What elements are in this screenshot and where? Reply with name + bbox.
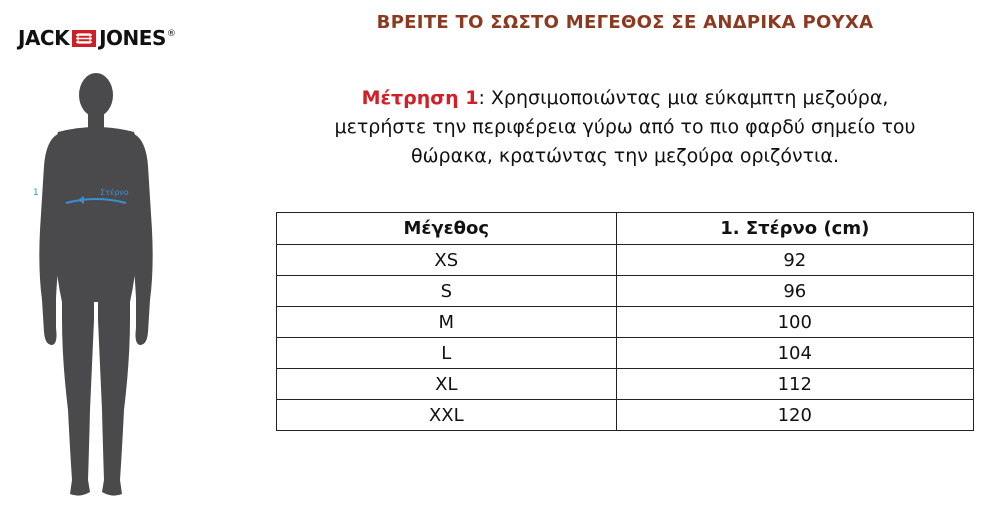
instruction-line-2: μετρήστε την περιφέρεια γύρω από το πιο φαρδύ σημείο του <box>334 116 916 138</box>
brand-logo <box>18 26 175 50</box>
table-row <box>277 338 974 369</box>
brand-logo-right: JONES <box>99 26 166 50</box>
cell-size: XXL <box>277 400 617 431</box>
body-figure <box>28 70 163 505</box>
cell-size: L <box>277 338 617 369</box>
table-row <box>277 245 974 276</box>
cell-size: XS <box>277 245 617 276</box>
cell-size: M <box>277 307 617 338</box>
cell-chest: 120 <box>616 400 973 431</box>
header-size: Μέγεθος <box>277 213 617 245</box>
size-chart-table <box>276 212 974 431</box>
instruction-line-1 <box>270 84 980 113</box>
cell-size: XL <box>277 369 617 400</box>
instruction-line-1-text: : Χρησιμοποιώντας μια εύκαμπτη μεζούρα, <box>478 87 889 109</box>
cell-chest: 104 <box>616 338 973 369</box>
marker-label: Στέρνο <box>100 188 129 197</box>
cell-chest: 92 <box>616 245 973 276</box>
page-title: ΒΡΕΙΤΕ ΤΟ ΣΩΣΤΟ ΜΕΓΕΘΟΣ ΣΕ ΑΝΔΡΙΚΑ ΡΟΥΧΑ <box>376 12 874 33</box>
header-chest: 1. Στέρνο (cm) <box>616 213 973 245</box>
brand-logo-left: JACK <box>18 26 70 50</box>
brand-flag-icon <box>72 30 96 47</box>
instruction-line-3: θώρακα, κρατώντας την μεζούρα οριζόντια. <box>410 145 839 167</box>
measurement-label: Μέτρηση 1 <box>361 87 479 109</box>
registered-mark: ® <box>166 29 176 39</box>
cell-size: S <box>277 276 617 307</box>
cell-chest: 100 <box>616 307 973 338</box>
table-row <box>277 276 974 307</box>
measurement-instruction <box>270 84 980 171</box>
cell-chest: 112 <box>616 369 973 400</box>
table-row <box>277 400 974 431</box>
male-silhouette-icon <box>39 73 152 496</box>
cell-chest: 96 <box>616 276 973 307</box>
table-header-row <box>277 213 974 245</box>
marker-number: 1 <box>33 188 39 198</box>
table-row <box>277 307 974 338</box>
table-row <box>277 369 974 400</box>
